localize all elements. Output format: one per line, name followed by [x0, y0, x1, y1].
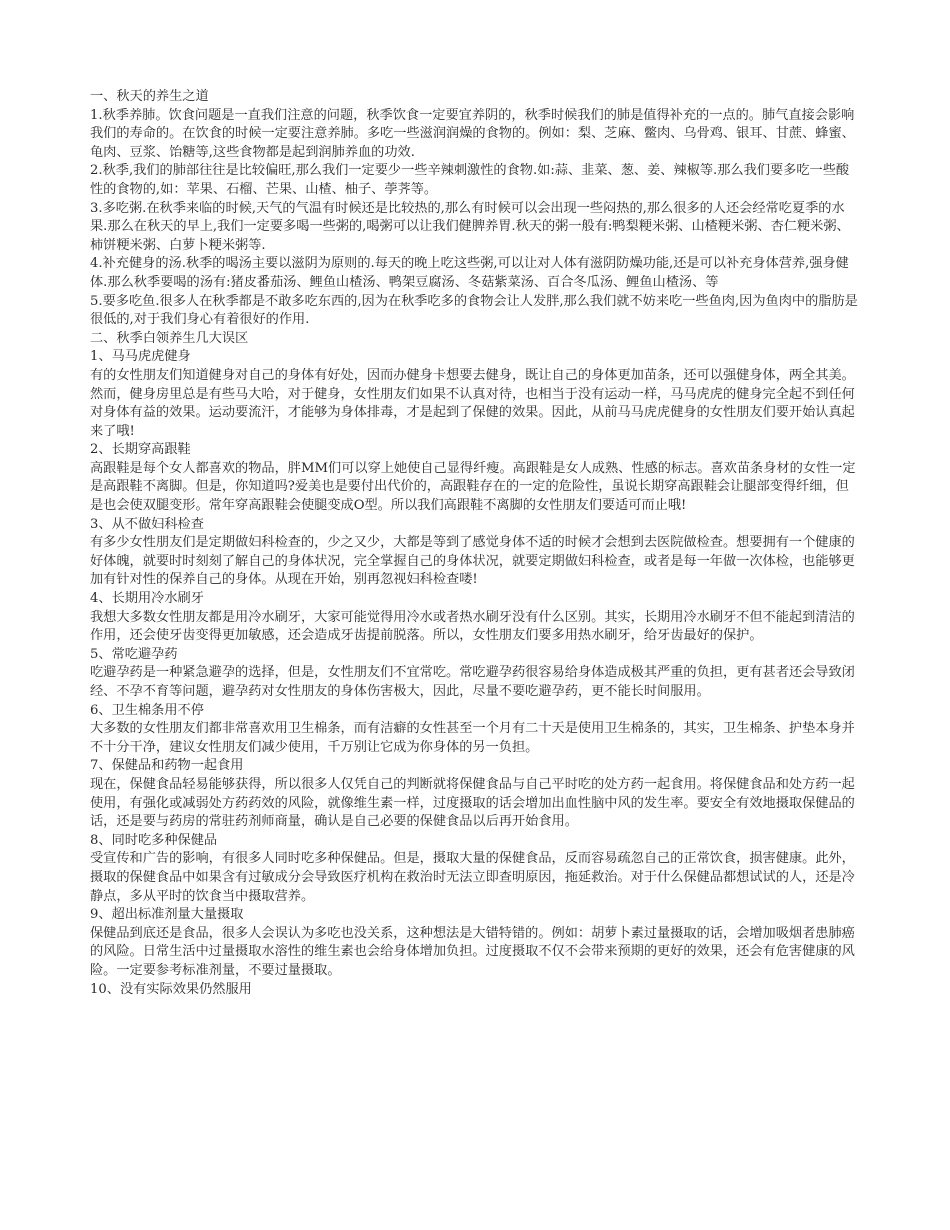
subheading: 4、长期用冷水刷牙 — [90, 591, 204, 607]
paragraph: 2.秋季,我们的肺部往往是比较偏旺,那么我们一定要少一些辛辣刺激性的食物.如:蒜、韭菜、葱、姜、辣椒等.那么我们要多吃一些酸性的食物的,如：苹果、石榴、芒果、山楂、柚子、荸荠等。 — [90, 163, 850, 197]
subheading: 3、从不做妇科检查 — [90, 516, 204, 532]
subheading: 1、马马虎虎健身 — [90, 349, 191, 365]
subheading: 2、长期穿高跟鞋 — [90, 442, 191, 458]
subheading: 9、超出标准剂量大量摄取 — [90, 907, 244, 923]
paragraph: 1.秋季养肺。饮食问题是一直我们注意的问题，秋季饮食一定要宜养阴的，秋季时候我们的肺是值得补充的一点的。肺气直接会影响我们的寿命的。在饮食的时候一定要注意养肺。多吃一些滋润润燥的食物的。例如：梨、芝麻、鳖肉、乌骨鸡、银耳、甘蔗、蜂蜜、龟肉、豆浆、饴糖等,这些食物都是起到润肺养血的功效. — [90, 107, 855, 160]
subheading: 7、保健品和药物一起食用 — [90, 758, 244, 774]
subheading: 8、同时吃多种保健品 — [90, 832, 218, 848]
paragraph: 5.要多吃鱼.很多人在秋季都是不敢多吃东西的,因为在秋季吃多的食物会让人发胖,那么我们就不妨来吃一些鱼肉,因为鱼肉中的脂肪是很低的,对于我们身心有着很好的作用. — [90, 293, 858, 328]
document-body — [90, 88, 860, 999]
paragraph: 4.补充健身的汤.秋季的喝汤主要以滋阴为原则的.每天的晚上吃这些粥,可以让对人体有滋阴防燥功能,还是可以补充身体营养,强身健体.那么秋季要喝的汤有:猪皮番茄汤、鲤鱼山楂汤、鸭架豆腐汤、冬菇紫菜汤、百合冬瓜汤、鲤鱼山楂汤、等 — [90, 256, 849, 290]
paragraph: 我想大多数女性朋友都是用冷水刷牙，大家可能觉得用冷水或者热水刷牙没有什么区别。其实，长期用冷水刷牙不但不能起到清洁的作用，还会使牙齿变得更加敏感，还会造成牙齿提前脱落。所以，女性朋友们要多用热水刷牙，给牙齿最好的保护。 — [90, 609, 855, 644]
section-heading: 一、秋天的养生之道 — [90, 89, 209, 104]
paragraph: 3.多吃粥.在秋季来临的时候,天气的气温有时候还是比较热的,那么有时候可以会出现一些闷热的,那么很多的人还会经常吃夏季的水果.那么在秋天的早上,我们一定要多喝一些粥的,喝粥可以让我们健脾养胃.秋天的粥一般有:鸭梨粳米粥、山楂粳米粥、杏仁粳米粥、柿饼粳米粥、白萝卜粳米粥等. — [90, 200, 850, 253]
section-heading: 二、秋季白领养生几大误区 — [90, 330, 249, 346]
paragraph: 有的女性朋友们知道健身对自己的身体有好处，因而办健身卡想要去健身，既让自己的身体更加苗条，还可以强健身体，两全其美。然而，健身房里总是有些马大哈，对于健身，女性朋友们如果不认真对待，也相当于没有运动一样，马马虎虎的健身完全起不到任何对身体有益的效果。运动要流汗，才能够为身体排毒，才是起到了保健的效果。因此，从前马马虎虎健身的女性朋友们要开始认真起来了哦! — [90, 367, 855, 439]
subheading: 10、没有实际效果仍然服用 — [90, 981, 252, 997]
paragraph: 受宣传和广告的影响，有很多人同时吃多种保健品。但是，摄取大量的保健食品，反而容易疏忽自己的正常饮食，损害健康。此外，摄取的保健食品中如果含有过敏成分会导致医疗机构在救治时无法立即查明原因，拖延救治。对于什么保健品都想试试的人，还是冷静点，多从平时的饮食当中摄取营养。 — [90, 851, 855, 904]
paragraph: 吃避孕药是一种紧急避孕的选择，但是，女性朋友们不宜常吃。常吃避孕药很容易给身体造成极其严重的负担，更有甚者还会导致闭经、不孕不育等问题，避孕药对女性朋友的身体伤害极大，因此，尽量不要吃避孕药，更不能长时间服用。 — [90, 665, 855, 699]
paragraph: 有多少女性朋友们是定期做妇科检查的，少之又少，大都是等到了感觉身体不适的时候才会想到去医院做检查。想要拥有一个健康的好体魄，就要时时刻刻了解自己的身体状况，完全掌握自己的身体状况，就要定期做妇科检查，或者是每一年做一次体检，也能够更加有针对性的保养自己的身体。从现在开始，别再忽视妇科检查喽! — [90, 535, 855, 588]
paragraph: 保健品到底还是食品，很多人会误认为多吃也没关系，这种想法是大错特错的。例如：胡萝卜素过量摄取的话，会增加吸烟者患肺癌的风险。日常生活中过量摄取水溶性的维生素也会给身体增加负担。过度摄取不仅不会带来预期的更好的效果，还会有危害健康的风险。一定要参考标准剂量，不要过量摄取。 — [90, 925, 855, 978]
paragraph: 大多数的女性朋友们都非常喜欢用卫生棉条，而有洁癖的女性甚至一个月有二十天是使用卫生棉条的，其实，卫生棉条、护垫本身并不十分干净，建议女性朋友们减少使用，千万别让它成为你身体的另一负担。 — [90, 721, 855, 755]
paragraph: 高跟鞋是每个女人都喜欢的物品，胖MM们可以穿上她使自己显得纤瘦。高跟鞋是女人成熟、性感的标志。喜欢苗条身材的女性一定是高跟鞋不离脚。但是，你知道吗?爱美也是要付出代价的，高跟鞋存在的一定的危险性，虽说长期穿高跟鞋会让腿部变得纤细，但是也会使双腿变形。常年穿高跟鞋会使腿变成O型。所以我们高跟鞋不离脚的女性朋友们要适可而止哦! — [90, 460, 856, 514]
subheading: 5、常吃避孕药 — [90, 646, 178, 662]
paragraph: 现在，保健食品轻易能够获得，所以很多人仅凭自己的判断就将保健食品与自己平时吃的处方药一起食用。将保健食品和处方药一起使用，有强化或减弱处方药药效的风险，就像维生素一样，过度摄取的话会增加出血性脑中风的发生率。要安全有效地摄取保健品的话，还是要与药房的常驻药剂师商量，确认是自己必要的保健食品以后再开始食用。 — [90, 776, 855, 830]
subheading: 6、卫生棉条用不停 — [90, 702, 204, 718]
